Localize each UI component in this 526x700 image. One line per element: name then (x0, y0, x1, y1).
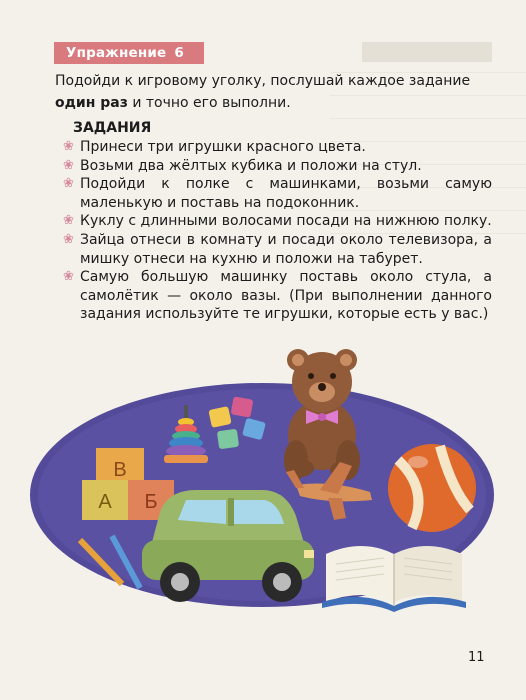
task-text: Принеси три игрушки красного цвета. (80, 139, 366, 155)
teddy-bear-icon (284, 349, 360, 480)
flower-bullet-icon: ❀ (63, 231, 74, 247)
cube-letter: А (98, 491, 112, 513)
tasks-title: ЗАДАНИЯ (73, 120, 152, 136)
intro-part2: и точно его выполни. (127, 95, 291, 111)
flower-bullet-icon: ❀ (63, 176, 74, 192)
flower-bullet-icon: ❀ (63, 269, 74, 285)
exercise-number: 6 (174, 45, 184, 61)
task-item (62, 212, 492, 231)
open-book-icon (322, 546, 466, 612)
task-text: Возьми два жёлтых кубика и положи на стул. (80, 157, 422, 174)
task-item (62, 138, 492, 157)
page-number: 11 (468, 650, 485, 665)
intro-text (55, 70, 475, 114)
exercise-badge (54, 42, 204, 64)
task-list (62, 138, 492, 324)
task-item (62, 175, 492, 212)
cube-letter: В (113, 459, 127, 481)
flower-bullet-icon: ❀ (63, 157, 74, 173)
task-text: Подойди к полке с машинками, возьми самую маленькую и поставь на подоконник. (80, 176, 492, 211)
intro-bold: один раз (55, 95, 128, 111)
task-item (62, 268, 492, 324)
bleed-through-shadow (362, 42, 492, 62)
cube-letter: Б (144, 491, 158, 513)
task-text: Зайца отнеси в комнату и посади около телевизора, а мишку отнеси на кухню и положи на табурет. (80, 231, 492, 267)
task-item (62, 231, 492, 268)
toys-illustration (0, 340, 526, 640)
intro-part1: Подойди к игровому уголку, послушай каждое задание (55, 73, 471, 89)
task-text: Самую большую машинку поставь около стула, а самолётик — около вазы. (При выполнении данного задания используйте те игрушки, которые есть у вас.) (80, 269, 492, 323)
flower-bullet-icon: ❀ (63, 139, 74, 154)
exercise-label: Упражнение (66, 45, 167, 61)
ball-icon (388, 444, 476, 532)
flower-bullet-icon: ❀ (63, 213, 74, 229)
task-item (62, 157, 492, 176)
task-text: Куклу с длинными волосами посади на нижнюю полку. (80, 213, 492, 230)
